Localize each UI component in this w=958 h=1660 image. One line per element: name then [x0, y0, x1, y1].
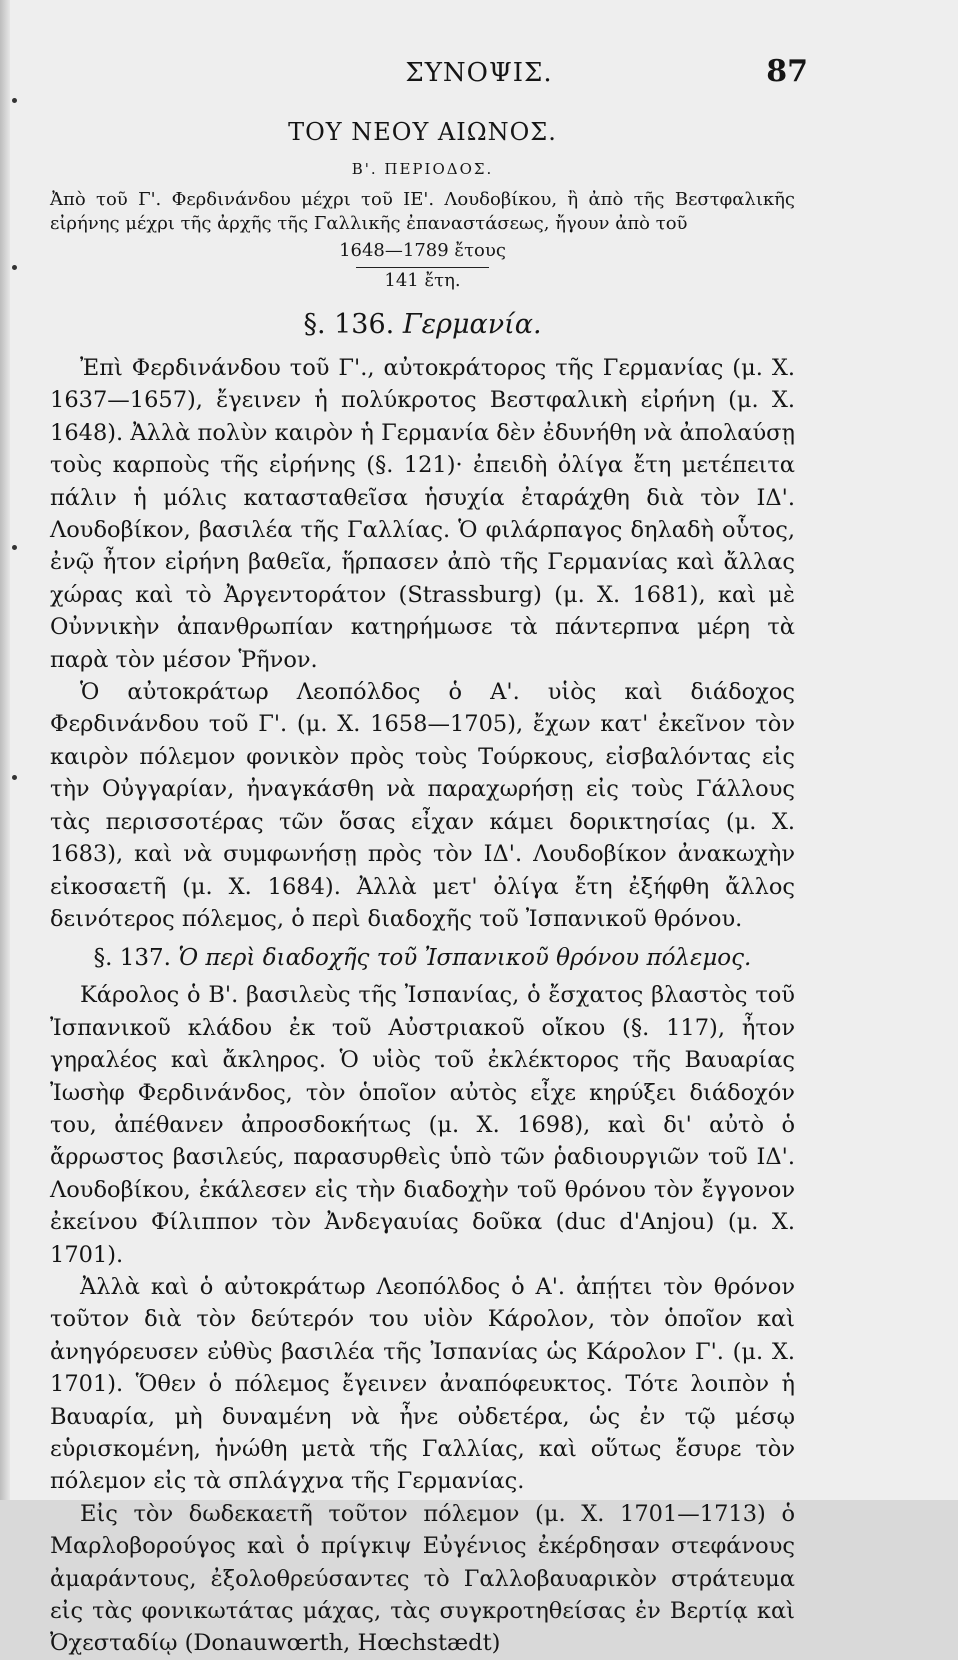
section-136-paragraph-2: Ὁ αὐτοκράτωρ Λεοπόλδος ὁ Α'. υἱὸς καὶ διάδοχος Φερδινάνδου τοῦ Γ'. (μ. Χ. 1658—1705), ἔχων κατ' ἐκεῖνον τὸν καιρὸν πόλεμον φονικὸν πρὸς τοὺς Τούρκους, εἰσβαλόντας εἰς τὴν Οὐγγαρίαν, ἠναγκάσθη νὰ παραχωρήσῃ εἰς τοὺς Γάλλους τὰς περισσοτέρας τῶν ὅσας εἶχαν κάμει δορικτησίας (μ. Χ. 1683), καὶ νὰ συμφωνήσῃ πρὸς τὸν ΙΔ'. Λουδοβίκον ἀνακωχὴν εἰκοσαετῆ (μ. Χ. 1684). Ἀλλὰ μετ' ὀλίγα ἔτη ἐξήφθη ἄλλος δεινότερος πόλεμος, ὁ περὶ διαδοχῆς τοῦ Ἰσπανικοῦ θρόνου. — [50, 679, 795, 932]
section-136-paragraph-1: Ἐπὶ Φερδινάνδου τοῦ Γ'., αὐτοκράτορος τῆς Γερμανίας (μ. Χ. 1637—1657), ἔγεινεν ἡ πολύκροτος Βεστφαλικὴ εἰρήνη (μ. Χ. 1648). Ἀλλὰ πολὺν καιρὸν ἡ Γερμανία δὲν ἐδυνήθη νὰ ἀπολαύσῃ τοὺς καρποὺς τῆς εἰρήνης (§. 121)· ἐπειδὴ ὀλίγα ἔτη μετέπειτα πάλιν ἡ μόλις κατασταθεῖσα ἡσυχία ἐταράχθη διὰ τὸν ΙΔ'. Λουδοβίκον, βασιλέα τῆς Γαλλίας. Ὁ φιλάρπαγος δηλαδὴ οὗτος, ἐνῷ ἦτον εἰρήνη βαθεῖα, ἥρπασεν ἀπὸ τῆς Γερμανίας καὶ ἄλλας χώρας καὶ τὸ Ἀργεντοράτον (Strassburg) (μ. Χ. 1681), καὶ μὲ Οὐννικὴν ἀπανθρωπίαν κατηρήμωσε τὰ πάντερπνα μέρη τὰ παρὰ τὸν μέσον Ῥῆνον. — [50, 355, 795, 673]
section-137-paragraph-1: Κάρολος ὁ Β'. βασιλεὺς τῆς Ἰσπανίας, ὁ ἔσχατος βλαστὸς τοῦ Ἰσπανικοῦ κλάδου ἐκ τοῦ Αὐστριακοῦ οἴκου (§. 117), ἦτον γηραλέος καὶ ἄκληρος. Ὁ υἱὸς τοῦ ἐκλέκτορος τῆς Βαυαρίας Ἰωσὴφ Φερδινάνδος, τὸν ὁποῖον αὐτὸς εἶχε κηρύξει διάδοχόν του, ἀπέθανεν ἀπροσδοκήτως (μ. Χ. 1698), καὶ δι' αὐτὸ ὁ ἄρρωστος βασιλεύς, παρασυρθεὶς ὑπὸ τῶν ῥαδιουργιῶν τοῦ ΙΔ'. Λουδοβίκου, ἐκάλεσεν εἰς τὴν διαδοχὴν τοῦ θρόνου τὸν ἔγγονον ἐκείνου Φίλιππον τὸν Ἀνδεγαυίας δοῦκα (duc d'Anjou) (μ. Χ. 1701). — [50, 982, 795, 1268]
section-136-title — [50, 309, 795, 340]
period-total-text: 141 ἔτη. — [356, 267, 488, 291]
period-intro: Ἀπὸ τοῦ Γ'. Φερδινάνδου μέχρι τοῦ ΙΕ'. Λουδοβίκου, ἢ ἀπὸ τῆς Βεστφαλικῆς εἰρήνης μέχρι τῆς ἀρχῆς τῆς Γαλλικῆς ἐπαναστάσεως, ἤγουν ἀπὸ τοῦ — [50, 189, 795, 234]
chapter-title: ΤΟΥ ΝΕΟΥ ΑΙΩΝΟΣ. — [288, 118, 557, 146]
section-137-title — [50, 945, 795, 971]
period-total — [50, 267, 795, 291]
section-137-paragraph-2: Ἀλλὰ καὶ ὁ αὐτοκράτωρ Λεοπόλδος ὁ Α'. ἀπῄτει τὸν θρόνον τοῦτον διὰ τὸν δεύτερόν του υἱὸν Κάρολον, τὸν ὁποῖον καὶ ἀνηγόρευσεν εὐθὺς βασιλέα τῆς Ἰσπανίας ὡς Κάρολον Γ'. (μ. Χ. 1701). Ὅθεν ὁ πόλεμος ἔγεινεν ἀναπόφευκτος. Τότε λοιπὸν ἡ Βαυαρία, μὴ δυναμένη νὰ ἦνε οὐδετέρα, ὡς ἐν τῷ μέσῳ εὑρισκομένη, ἡνώθη μετὰ τῆς Γαλλίας, καὶ οὕτως ἔσυρε τὸν πόλεμον εἰς τὰ σπλάγχνα τῆς Γερμανίας. — [50, 1273, 795, 1495]
margin-dot-icon — [12, 775, 17, 780]
period-title: Β'. ΠΕΡΙΟΔΟΣ. — [351, 160, 494, 178]
section-137-paragraph-3: Εἰς τὸν δωδεκαετῆ τοῦτον πόλεμον (μ. Χ. 1701—1713) ὁ Μαρλοβορούγος καὶ ὁ πρίγκιψ Εὐγένιος ἐκέρδησαν στεφάνους ἀμαράντους, ἐξολοθρεύσαντες τὸ Γαλλοβαυαρικὸν στράτευμα εἰς τὰς φονικωτάτας μάχας, τὰς συγκροτηθείσας ἐν Βερτίᾳ καὶ Ὀχεσταδίῳ (Donauwœrth, Hœchstædt) — [50, 1500, 795, 1657]
section-137-name: Ὁ περὶ διαδοχῆς τοῦ Ἰσπανικοῦ θρόνου πόλεμος. — [178, 945, 752, 972]
page-content — [50, 110, 795, 1660]
margin-dot-icon — [12, 545, 17, 550]
period-years: 1648—1789 ἔτους — [339, 240, 506, 261]
margin-dot-icon — [12, 265, 17, 270]
running-title: ΣΥΝΟΨΙΣ. — [405, 58, 553, 88]
margin-dot-icon — [12, 98, 17, 103]
running-head — [0, 54, 958, 98]
section-136-name: Γερμανία. — [402, 309, 542, 340]
page-gutter-shadow — [0, 0, 10, 1500]
page-number: 87 — [766, 54, 808, 89]
section-136-number: §. 136. — [303, 309, 395, 340]
section-137-number: §. 137. — [93, 945, 171, 972]
